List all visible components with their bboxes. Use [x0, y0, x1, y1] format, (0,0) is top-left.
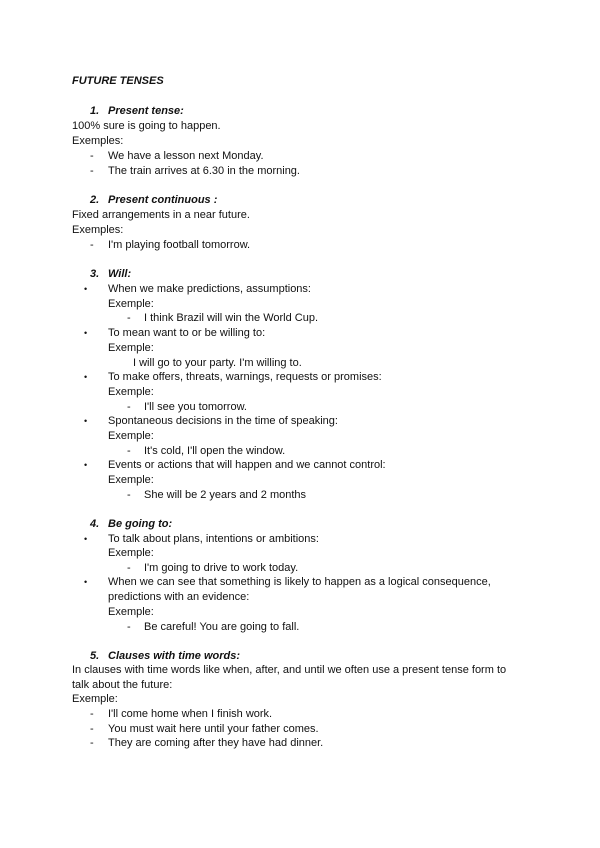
page-title: FUTURE TENSES	[72, 75, 164, 87]
example-item: I'm playing football tomorrow.	[108, 239, 251, 251]
examples-label: Exemple:	[108, 298, 154, 310]
examples-label: Exemple:	[108, 474, 154, 486]
section-description: In clauses with time words like when, after, and until we often use a present tense form to	[72, 664, 507, 676]
example-item: Be careful! You are going to fall.	[144, 621, 300, 633]
section-number: 1.	[90, 105, 100, 117]
bullet-marker: •	[84, 372, 88, 382]
example-item: You must wait here until your father comes.	[108, 723, 319, 735]
dash-marker: -	[90, 239, 94, 251]
dash-marker: -	[127, 621, 131, 633]
dash-marker: -	[127, 489, 131, 501]
dash-marker: -	[127, 562, 131, 574]
section-number: 5.	[90, 650, 100, 662]
section-number: 4.	[90, 518, 100, 530]
use-description: When we make predictions, assumptions:	[108, 283, 311, 295]
use-description: Spontaneous decisions in the time of speaking:	[108, 415, 338, 427]
example-item: I think Brazil will win the World Cup.	[144, 312, 319, 324]
examples-label: Exemple:	[108, 430, 154, 442]
use-description: To make offers, threats, warnings, requests or promises:	[108, 371, 382, 383]
examples-label: Exemple:	[108, 606, 154, 618]
examples-label: Exemple:	[108, 386, 154, 398]
bullet-marker: •	[84, 460, 88, 470]
bullet-marker: •	[84, 416, 88, 426]
dash-marker: -	[90, 150, 94, 162]
bullet-marker: •	[84, 284, 88, 294]
section-heading: Present tense:	[108, 105, 184, 117]
examples-label: Exemples:	[72, 135, 124, 147]
use-description: To talk about plans, intentions or ambitions:	[108, 533, 319, 545]
examples-label: Exemple:	[108, 342, 154, 354]
example-item: She will be 2 years and 2 months	[144, 489, 307, 501]
example-item: I'm going to drive to work today.	[144, 562, 299, 574]
example-item: It's cold, I'll open the window.	[144, 445, 286, 457]
dash-marker: -	[127, 312, 131, 324]
examples-label: Exemples:	[72, 224, 124, 236]
section-number: 2.	[90, 194, 100, 206]
dash-marker: -	[90, 165, 94, 177]
example-item: I will go to your party. I'm willing to.	[133, 357, 302, 369]
dash-marker: -	[127, 445, 131, 457]
section-description: 100% sure is going to happen.	[72, 120, 221, 132]
use-description: Events or actions that will happen and we cannot control:	[108, 459, 386, 471]
section-heading: Clauses with time words:	[108, 650, 241, 662]
use-description-continued: predictions with an evidence:	[108, 591, 250, 603]
section-heading: Present continuous :	[108, 194, 218, 206]
section-heading: Be going to:	[108, 518, 173, 530]
bullet-marker: •	[84, 577, 88, 587]
dash-marker: -	[90, 737, 94, 749]
use-description: To mean want to or be willing to:	[108, 327, 266, 339]
dash-marker: -	[90, 708, 94, 720]
dash-marker: -	[127, 401, 131, 413]
example-item: They are coming after they have had dinner.	[108, 737, 324, 749]
dash-marker: -	[90, 723, 94, 735]
use-description: When we can see that something is likely to happen as a logical consequence,	[108, 576, 491, 588]
example-item: The train arrives at 6.30 in the morning.	[108, 165, 300, 177]
section-description: Fixed arrangements in a near future.	[72, 209, 250, 221]
section-description-continued: talk about the future:	[72, 679, 173, 691]
section-heading: Will:	[108, 268, 132, 280]
examples-label: Exemple:	[72, 693, 118, 705]
examples-label: Exemple:	[108, 547, 154, 559]
bullet-marker: •	[84, 328, 88, 338]
example-item: We have a lesson next Monday.	[108, 150, 264, 162]
bullet-marker: •	[84, 534, 88, 544]
section-number: 3.	[90, 268, 100, 280]
example-item: I'll see you tomorrow.	[144, 401, 247, 413]
example-item: I'll come home when I finish work.	[108, 708, 273, 720]
